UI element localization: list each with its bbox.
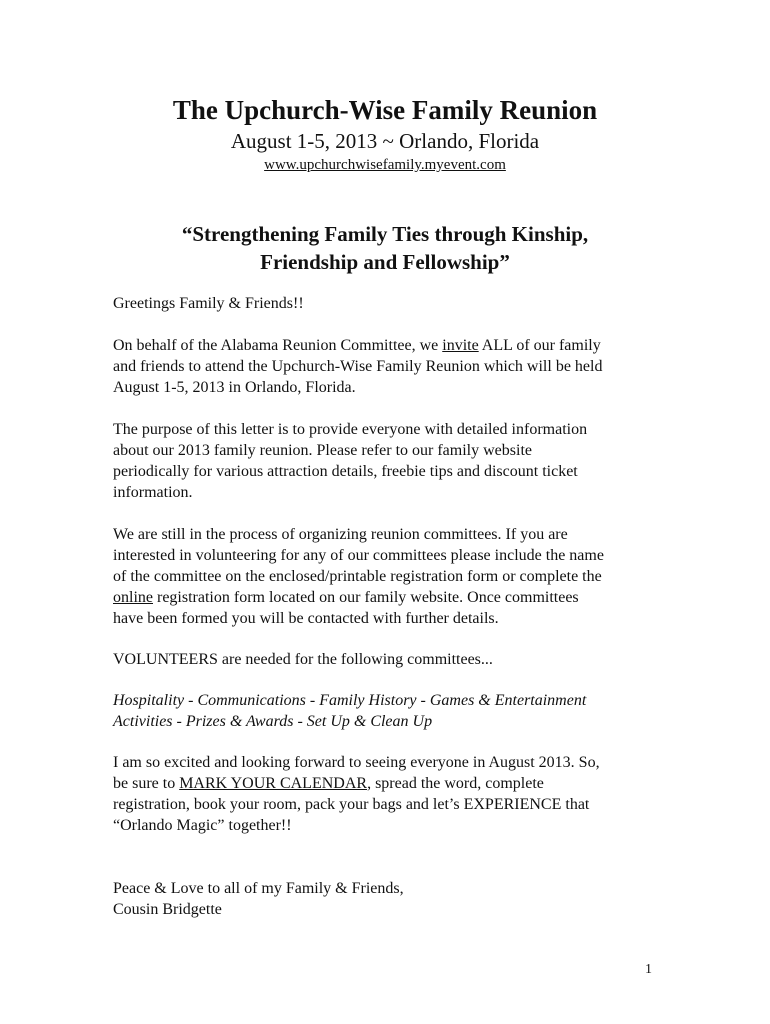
committee-list (113, 690, 673, 732)
excitement-line-1: I am so excited and looking forward to seeing everyone in August 2013. So, (113, 754, 600, 771)
committees-line-1: We are still in the process of organizing reunion committees. If you are (113, 526, 568, 543)
signature: Cousin Bridgette (113, 901, 222, 918)
website-link-container (0, 156, 770, 174)
purpose-line-1: The purpose of this letter is to provide everyone with detailed information (113, 421, 588, 438)
invite-underlined: invite (442, 337, 479, 354)
invitation-line-2: and friends to attend the Upchurch-Wise Family Reunion which will be held (113, 358, 603, 375)
volunteers-heading: VOLUNTEERS are needed for the following committees... (113, 651, 493, 668)
motto-line-2: Friendship and Fellowship” (260, 250, 510, 274)
committees-line-5: have been formed you will be contacted with further details. (113, 610, 499, 627)
website-link[interactable]: www.upchurchwisefamily.myevent.com (264, 157, 506, 173)
excitement-text-a: be sure to (113, 775, 180, 792)
excitement-text-b: , spread the word, complete (367, 775, 544, 792)
online-underlined: online (113, 589, 153, 606)
invitation-text-a: On behalf of the Alabama Reunion Committee, we (113, 337, 443, 354)
paragraph-invitation (113, 335, 673, 398)
committees-line-4: registration form located on our family website. Once committees (153, 589, 579, 606)
page-number: 1 (645, 962, 652, 977)
purpose-line-3: periodically for various attraction details, freebie tips and discount ticket (113, 463, 578, 480)
excitement-line-3: registration, book your room, pack your bags and let’s EXPERIENCE that (113, 796, 590, 813)
purpose-line-2: about our 2013 family reunion. Please refer to our family website (113, 442, 532, 459)
closing-block (113, 878, 673, 920)
committee-list-line-1: Hospitality - Communications - Family History - Games & Entertainment (113, 692, 587, 709)
motto-line-1: “Strengthening Family Ties through Kinship, (181, 222, 589, 246)
paragraph-purpose (113, 419, 673, 503)
committees-line-2: interested in volunteering for any of our committees please include the name (113, 547, 604, 564)
purpose-line-4: information. (113, 484, 193, 501)
reunion-motto (0, 220, 770, 276)
invitation-text-b: ALL of our family (478, 337, 601, 354)
paragraph-excitement (113, 752, 673, 836)
committee-list-line-2: Activities - Prizes & Awards - Set Up & Clean Up (113, 713, 433, 730)
greeting: Greetings Family & Friends!! (113, 295, 304, 312)
committees-line-3: of the committee on the enclosed/printable registration form or complete the (113, 568, 602, 585)
excitement-line-4: “Orlando Magic” together!! (113, 817, 292, 834)
page-title: The Upchurch-Wise Family Reunion (172, 95, 598, 125)
event-dates-location: August 1-5, 2013 ~ Orlando, Florida (230, 129, 540, 153)
closing-line: Peace & Love to all of my Family & Friends, (113, 880, 404, 897)
paragraph-committees (113, 524, 673, 629)
invitation-line-3: August 1-5, 2013 in Orlando, Florida. (113, 379, 356, 396)
mark-your-calendar-underlined: MARK YOUR CALENDAR (179, 775, 368, 792)
